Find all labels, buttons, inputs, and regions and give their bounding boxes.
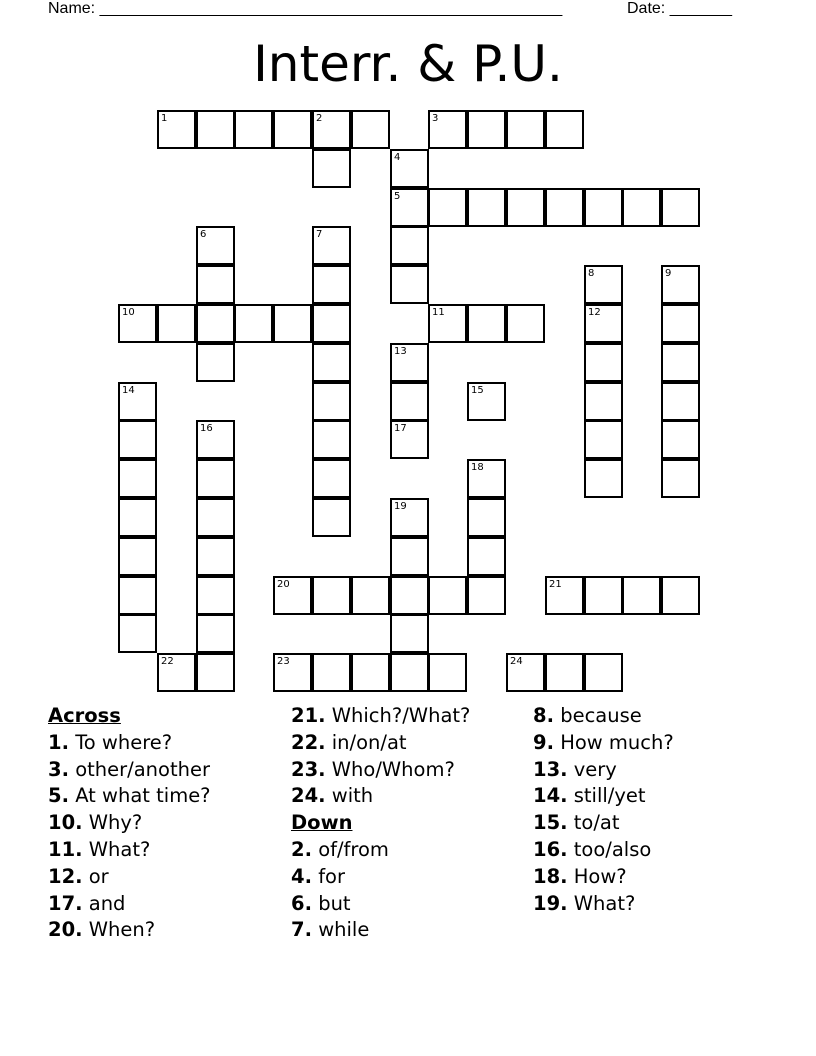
clue-text: When? [88,918,156,942]
grid-cell[interactable] [312,343,351,382]
grid-cell[interactable] [584,382,623,421]
clue-number-label: 9 [665,268,672,279]
clue-number-label: 15 [471,385,484,396]
grid-cell[interactable] [506,188,545,227]
clue-item [48,864,211,891]
clue-number: 9. [533,730,554,754]
grid-cell[interactable] [661,459,700,498]
grid-cell-9[interactable] [661,265,700,304]
clue-number: 16. [533,837,568,861]
grid-cell[interactable] [196,653,235,692]
clue-number: 6. [291,891,312,915]
clue-text: How much? [560,730,674,754]
grid-cell[interactable] [118,498,157,537]
grid-cell[interactable] [661,304,700,343]
clue-number: 5. [48,784,69,808]
clue-number-label: 3 [432,113,439,124]
clue-number-label: 20 [277,579,290,590]
clue-number-label: 23 [277,656,290,667]
grid-cell-4[interactable] [390,149,429,188]
grid-cell-20[interactable] [273,576,312,615]
clue-column-1 [48,703,211,944]
clue-item [291,757,470,784]
grid-cell-2[interactable] [312,110,351,149]
grid-cell-11[interactable] [428,304,467,343]
clue-item [533,810,674,837]
grid-cell-24[interactable] [506,653,545,692]
grid-cell[interactable] [467,110,506,149]
grid-cell[interactable] [390,382,429,421]
clue-number-label: 13 [394,346,407,357]
grid-cell-22[interactable] [157,653,196,692]
clue-item [48,730,211,757]
clue-section-heading [291,810,470,837]
grid-cell-5[interactable] [390,188,429,227]
clue-number: 14. [533,784,568,808]
grid-cell[interactable] [273,304,312,343]
grid-cell[interactable] [196,343,235,382]
grid-cell[interactable] [506,110,545,149]
grid-cell[interactable] [467,498,506,537]
clue-text: What? [88,837,151,861]
grid-cell[interactable] [661,420,700,459]
clue-number: 11. [48,837,83,861]
grid-cell-14[interactable] [118,382,157,421]
grid-cell[interactable] [312,304,351,343]
grid-cell[interactable] [312,265,351,304]
grid-cell[interactable] [196,304,235,343]
clue-number: 12. [48,864,83,888]
clue-number-label: 8 [588,268,595,279]
clue-item [291,917,470,944]
clue-number: 15. [533,811,568,835]
clue-item [48,810,211,837]
grid-cell-15[interactable] [467,382,506,421]
grid-cell-13[interactable] [390,343,429,382]
grid-cell[interactable] [312,420,351,459]
grid-cell[interactable] [467,537,506,576]
clue-number-label: 17 [394,423,407,434]
grid-cell[interactable] [196,110,235,149]
clue-number: 3. [48,757,69,781]
grid-cell[interactable] [351,653,390,692]
clue-number: 8. [533,704,554,727]
header [48,0,748,20]
clue-text: At what time? [75,784,211,808]
name-field-label: Name: ____________________________________________________ [48,0,563,17]
clue-text: because [560,704,642,727]
clue-number-label: 5 [394,191,401,202]
grid-cell[interactable] [118,459,157,498]
grid-cell[interactable] [234,304,273,343]
clue-text: of/from [318,837,389,861]
clue-number: 21. [291,704,326,727]
grid-cell-17[interactable] [390,420,429,459]
clue-number-label: 24 [510,656,523,667]
grid-cell-19[interactable] [390,498,429,537]
grid-cell[interactable] [312,653,351,692]
clue-number-label: 10 [122,307,135,318]
clue-text: too/also [573,837,652,861]
clue-item [291,703,470,730]
clue-text: How? [573,864,627,888]
grid-cell-7[interactable] [312,226,351,265]
grid-cell[interactable] [390,537,429,576]
clue-text: Why? [88,811,143,835]
grid-cell[interactable] [196,459,235,498]
clue-item [48,917,211,944]
clue-number-label: 12 [588,307,601,318]
grid-cell[interactable] [467,304,506,343]
clue-item [533,757,674,784]
grid-cell[interactable] [584,653,623,692]
clue-number: 17. [48,891,83,915]
grid-cell[interactable] [584,343,623,382]
clue-text: with [331,784,374,808]
clue-item [291,783,470,810]
grid-cell[interactable] [312,382,351,421]
clue-item [533,837,674,864]
grid-cell[interactable] [545,188,584,227]
grid-cell[interactable] [196,265,235,304]
clue-number-label: 14 [122,385,135,396]
clue-item [291,730,470,757]
clue-number: 24. [291,784,326,808]
grid-cell[interactable] [234,110,273,149]
grid-cell[interactable] [584,420,623,459]
clue-text: while [318,918,370,942]
grid-cell[interactable] [467,188,506,227]
grid-cell[interactable] [118,576,157,615]
clue-item [291,837,470,864]
clue-text: To where? [75,730,173,754]
clue-item [291,891,470,918]
clue-item [48,757,211,784]
clue-number: 23. [291,757,326,781]
clue-item [533,891,674,918]
grid-cell[interactable] [312,498,351,537]
clue-number: 20. [48,918,83,942]
date-field-label: Date: _______ [627,0,732,17]
grid-cell-16[interactable] [196,420,235,459]
grid-cell[interactable] [661,382,700,421]
clue-number-label: 6 [200,229,207,240]
clue-number: 1. [48,730,69,754]
clue-number: 4. [291,864,312,888]
grid-cell[interactable] [390,653,429,692]
grid-cell[interactable] [118,537,157,576]
grid-cell[interactable] [118,614,157,653]
clue-item [533,703,674,730]
clue-number: 2. [291,837,312,861]
grid-cell[interactable] [390,265,429,304]
grid-cell[interactable] [390,576,429,615]
grid-cell-23[interactable] [273,653,312,692]
grid-cell[interactable] [428,576,467,615]
grid-cell[interactable] [196,614,235,653]
clue-text: for [318,864,345,888]
grid-cell-18[interactable] [467,459,506,498]
grid-cell-12[interactable] [584,304,623,343]
clue-number-label: 18 [471,462,484,473]
grid-cell[interactable] [661,343,700,382]
clue-heading-text: Across [48,704,121,727]
clue-number-label: 16 [200,423,213,434]
clue-text: Which?/What? [331,704,471,727]
clue-number-label: 21 [549,579,562,590]
grid-cell-10[interactable] [118,304,157,343]
grid-cell[interactable] [428,188,467,227]
grid-cell[interactable] [351,110,390,149]
clue-number-label: 1 [161,113,168,124]
grid-cell[interactable] [506,304,545,343]
clue-column-3 [533,703,674,917]
grid-cell[interactable] [351,576,390,615]
grid-cell[interactable] [584,188,623,227]
clue-number-label: 11 [432,307,445,318]
clue-item [533,783,674,810]
clue-number-label: 22 [161,656,174,667]
clue-number: 19. [533,891,568,915]
grid-cell-3[interactable] [428,110,467,149]
clue-item [291,864,470,891]
grid-cell[interactable] [312,576,351,615]
grid-cell-1[interactable] [157,110,196,149]
clue-number-label: 2 [316,113,323,124]
clue-text: and [88,891,126,915]
clue-column-2 [291,703,470,944]
grid-cell[interactable] [390,614,429,653]
grid-cell[interactable] [312,149,351,188]
clue-number: 22. [291,730,326,754]
clue-number-label: 7 [316,229,323,240]
clue-text: other/another [75,757,210,781]
grid-cell[interactable] [467,576,506,615]
grid-cell[interactable] [584,576,623,615]
clue-number: 10. [48,811,83,835]
clue-number-label: 4 [394,152,401,163]
grid-cell-6[interactable] [196,226,235,265]
grid-cell[interactable] [622,188,661,227]
grid-cell[interactable] [661,576,700,615]
clue-section-heading [48,703,211,730]
clue-item [48,891,211,918]
grid-cell[interactable] [545,653,584,692]
grid-cell[interactable] [196,537,235,576]
grid-cell[interactable] [196,576,235,615]
grid-cell[interactable] [157,304,196,343]
clue-text: very [573,757,617,781]
grid-cell[interactable] [273,110,312,149]
clue-number: 13. [533,757,568,781]
clue-number: 18. [533,864,568,888]
clue-text: What? [573,891,636,915]
grid-cell[interactable] [584,459,623,498]
clue-heading-text: Down [291,811,353,835]
grid-cell-21[interactable] [545,576,584,615]
clue-text: or [88,864,109,888]
grid-cell[interactable] [118,420,157,459]
clue-text: Who/Whom? [331,757,455,781]
clue-text: to/at [573,811,620,835]
clue-text: but [318,891,351,915]
grid-cell[interactable] [622,576,661,615]
grid-cell[interactable] [428,653,467,692]
clue-item [48,783,211,810]
clue-number-label: 19 [394,501,407,512]
clue-item [533,730,674,757]
grid-cell-8[interactable] [584,265,623,304]
clue-item [48,837,211,864]
grid-cell[interactable] [390,226,429,265]
clue-text: in/on/at [331,730,407,754]
clue-number: 7. [291,918,312,942]
clue-text: still/yet [573,784,646,808]
page-title: Interr. & P.U. [253,35,563,93]
grid-cell[interactable] [312,459,351,498]
clue-item [533,864,674,891]
grid-cell[interactable] [196,498,235,537]
grid-cell[interactable] [545,110,584,149]
grid-cell[interactable] [661,188,700,227]
